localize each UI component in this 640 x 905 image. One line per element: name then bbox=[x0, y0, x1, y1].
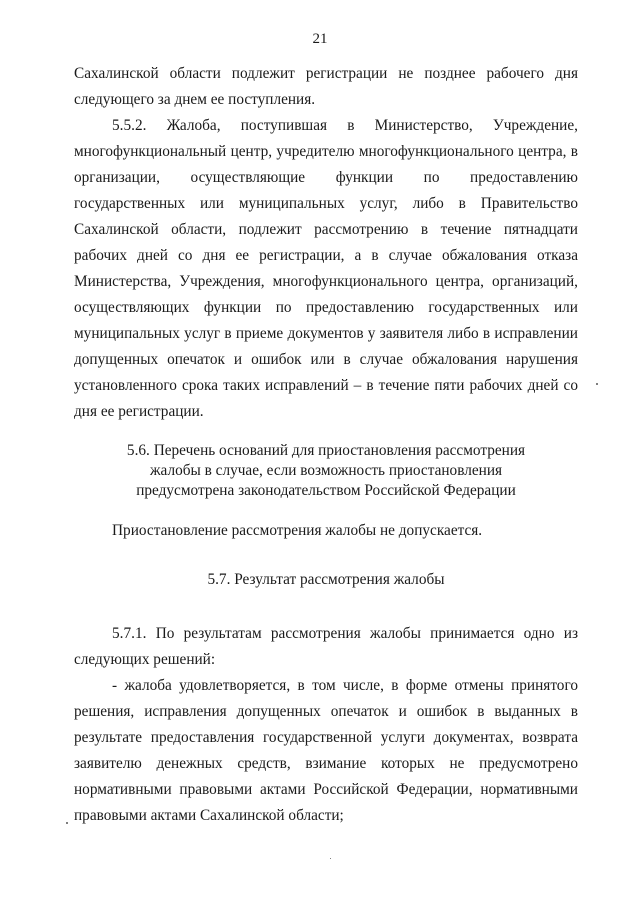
scan-speck bbox=[596, 383, 598, 385]
scan-speck bbox=[66, 822, 68, 824]
list-item-complaint-satisfied: - жалоба удовлетворяется, в том числе, в форме отмены принятого решения, исправления допущенных опечаток и ошибок в выданных в результате предоставления государственной услуги документах, возврата заявителю денежных средств, взимание которых не предусмотрено нормативными правовыми актами Российской Федерации, нормативными правовыми актами Сахалинской области; bbox=[74, 677, 578, 824]
paragraph-5-5-2: 5.5.2. Жалоба, поступившая в Министерство, Учреждение, многофункциональный центр, учредителю многофункционального центра, в организации, осуществляющие функции по предоставлению государственных или муниципальных услуг, либо в Правительство Сахалинской области, подлежит рассмотрению в течение пятнадцати рабочих дней со дня ее регистрации, а в случае обжалования отказа Министерства, Учреждения, многофункционального центра, организаций, осуществляющих функции по предоставлению государственных или муниципальных услуг в приеме документов у заявителя либо в исправлении допущенных опечаток и ошибок или в случае обжалования нарушения установленного срока таких исправлений – в течение пяти рабочих дней со дня ее регистрации. bbox=[74, 117, 578, 420]
section-heading-5-6-line-2: жалобы в случае, если возможность приостановления bbox=[149, 462, 503, 479]
section-heading-5-6-line-1: 5.6. Перечень оснований для приостановления рассмотрения bbox=[126, 442, 526, 459]
section-heading-5-6 bbox=[74, 441, 578, 501]
section-heading-5-6-line-3: предусмотрена законодательством Российской Федерации bbox=[136, 482, 516, 499]
paragraph-registration-continuation: Сахалинской области подлежит регистрации не позднее рабочего дня следующего за днем ее поступления. bbox=[74, 65, 578, 108]
paragraph-5-7-1: 5.7.1. По результатам рассмотрения жалобы принимается одно из следующих решений: bbox=[74, 625, 578, 668]
paragraph-suspension-not-allowed: Приостановление рассмотрения жалобы не допускается. bbox=[112, 522, 483, 539]
scan-speck bbox=[330, 858, 331, 859]
section-heading-5-7: 5.7. Результат рассмотрения жалобы bbox=[207, 571, 445, 588]
page-number: 21 bbox=[312, 31, 328, 47]
